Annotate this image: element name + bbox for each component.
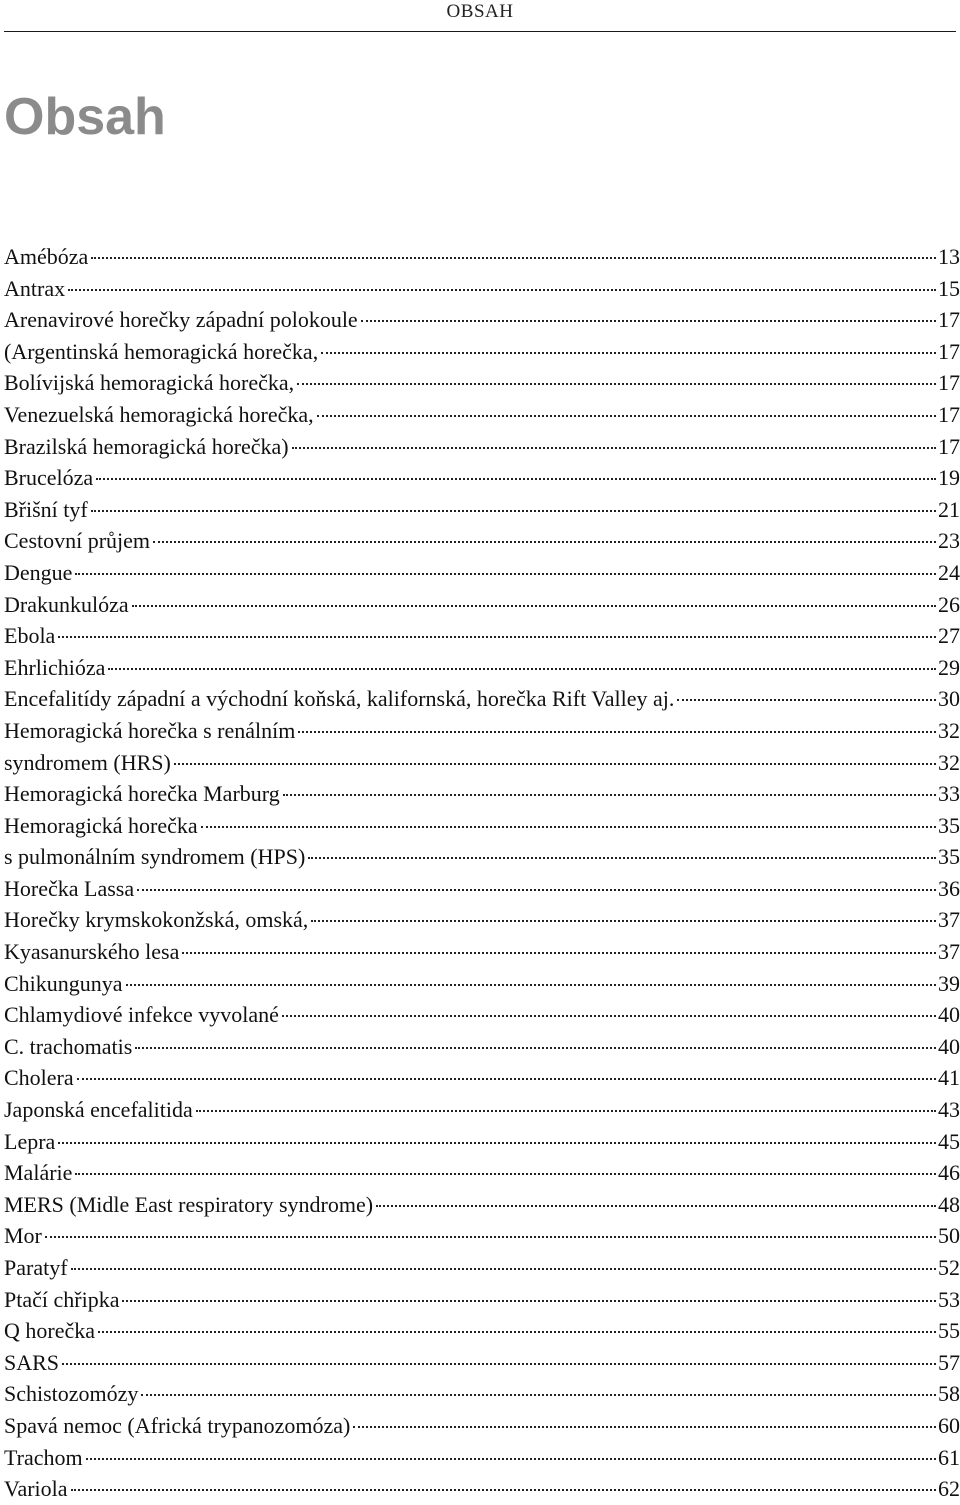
toc-entry-title: Ehrlichióza [4,654,106,680]
toc-entry-title: Brazilská hemoragická horečka) [4,433,289,459]
toc-entry[interactable] [4,462,960,494]
toc-entry[interactable] [4,778,960,810]
toc-entry-title: Cholera [4,1065,74,1091]
dot-leader [196,1110,936,1112]
toc-entry-title: Spavá nemoc (Africká trypanozomóza) [4,1412,351,1438]
toc-entry-title: Chikungunya [4,970,123,996]
toc-entry[interactable] [4,1378,960,1410]
dot-leader [71,1489,936,1491]
dot-leader [126,984,936,986]
dot-leader [282,1015,936,1017]
toc-entry-page-number: 24 [938,559,960,585]
toc-entry-title: Hemoragická horečka [4,812,198,838]
toc-entry-title: Kyasanurského lesa [4,939,180,965]
running-head: OBSAH [446,1,514,22]
toc-entry-title: Ebola [4,623,56,649]
dot-leader [75,1173,936,1175]
toc-entry-title: Venezuelská hemoragická horečka, [4,401,314,427]
toc-entry-title: Bolívijská hemoragická horečka, [4,370,295,396]
toc-entry[interactable] [4,241,960,273]
toc-entry-page-number: 15 [938,275,960,301]
dot-leader [311,920,936,922]
dot-leader [317,415,936,417]
dot-leader [122,1300,936,1302]
toc-entry-title: s pulmonálním syndromem (HPS) [4,844,306,870]
toc-entry[interactable] [4,1315,960,1347]
toc-entry-title: (Argentinská hemoragická horečka, [4,338,319,364]
dot-leader [353,1426,936,1428]
dot-leader [58,1142,936,1144]
toc-entry-page-number: 35 [938,812,960,838]
toc-entry-title: Paratyf [4,1255,68,1280]
toc-entry[interactable] [4,968,960,1000]
toc-entry-title: Ptačí chřipka [4,1286,120,1312]
toc-entry[interactable] [4,1473,960,1505]
toc-entry-title: C. trachomatis [4,1033,133,1059]
toc-entry[interactable] [4,399,960,431]
toc-entry[interactable] [4,431,960,463]
toc-entry-title: Dengue [4,559,73,585]
toc-entry-page-number: 32 [938,749,960,775]
toc-entry[interactable] [4,1062,960,1094]
toc-entry-page-number: 33 [938,781,960,807]
dot-leader [77,1078,936,1080]
toc-entry-page-number: 40 [938,1002,960,1028]
toc-entry-page-number: 62 [938,1476,960,1502]
dot-leader [283,794,936,796]
toc-entry-page-number: 58 [938,1381,960,1407]
toc-entry[interactable] [4,1220,960,1252]
toc-entry-title: Lepra [4,1128,56,1154]
toc-entry-page-number: 60 [938,1412,960,1438]
dot-leader [91,257,936,259]
toc-entry-title: MERS (Midle East respiratory syndrome) [4,1191,374,1217]
toc-entry-page-number: 41 [938,1065,960,1091]
dot-leader [75,573,936,575]
toc-entry-title: Arenavirové horečky západní polokoule [4,307,358,333]
toc-entry[interactable] [4,620,960,652]
toc-entry-title: Cestovní průjem [4,528,151,554]
toc-entry[interactable] [4,1189,960,1221]
toc-entry[interactable] [4,683,960,715]
toc-entry-title: Břišní tyf [4,496,88,522]
toc-entry[interactable] [4,1442,960,1474]
toc-entry-title: Q horečka [4,1318,96,1344]
toc-entry-page-number: 21 [938,496,960,522]
toc-entry[interactable] [4,810,960,842]
toc-entry-page-number: 17 [938,433,960,459]
toc-entry-page-number: 17 [938,307,960,333]
toc-entry-title: Chlamydiové infekce vyvolané [4,1002,279,1028]
toc-entry-title: Variola [4,1476,68,1502]
toc-entry-page-number: 48 [938,1191,960,1217]
toc-entry-page-number: 43 [938,1097,960,1123]
toc-entry[interactable] [4,367,960,399]
toc-entry[interactable] [4,1284,960,1316]
toc-entry-title: Trachom [4,1444,83,1470]
toc-entry-title: Malárie [4,1160,73,1186]
toc-entry-page-number: 17 [938,338,960,364]
toc-entry-page-number: 57 [938,1349,960,1375]
toc-entry-page-number: 17 [938,401,960,427]
dot-leader [153,541,936,543]
toc-entry[interactable] [4,1410,960,1442]
toc-entry-title: Horečka Lassa [4,875,135,901]
toc-entry[interactable] [4,525,960,557]
toc-entry[interactable] [4,936,960,968]
toc-entry-page-number: 23 [938,528,960,554]
toc-entry[interactable] [4,652,960,684]
dot-leader [58,636,936,638]
toc-entry-page-number: 52 [938,1255,960,1280]
toc-entry-page-number: 27 [938,623,960,649]
toc-entry-title: Drakunkulóza [4,591,129,617]
toc-entry-page-number: 26 [938,591,960,617]
toc-entry[interactable] [4,1252,960,1284]
toc-entry-title: Japonská encefalitida [4,1097,193,1123]
toc-entry-title: Hemoragická horečka Marburg [4,781,280,807]
dot-leader [361,320,936,322]
toc-entry[interactable] [4,873,960,905]
dot-leader [182,952,936,954]
toc-entry-title: Amébóza [4,244,89,269]
dot-leader [86,1458,936,1460]
toc-entry-page-number: 46 [938,1160,960,1186]
toc-entry-title: Brucelóza [4,465,94,491]
dot-leader [297,383,936,385]
toc-entry-page-number: 36 [938,875,960,901]
toc-entry-page-number: 37 [938,907,960,933]
toc-entry-title: syndromem (HRS) [4,749,171,775]
dot-leader [98,1331,936,1333]
toc-entry[interactable] [4,304,960,336]
dot-leader [137,889,936,891]
toc-entry-page-number: 53 [938,1286,960,1312]
toc-entry-page-number: 45 [938,1128,960,1154]
toc-entry[interactable] [4,336,960,368]
toc-entry-title: SARS [4,1349,60,1375]
toc-entry[interactable] [4,1126,960,1158]
dot-leader [376,1205,936,1207]
toc-entry-page-number: 50 [938,1223,960,1249]
toc-entry-page-number: 37 [938,939,960,965]
dot-leader [308,857,936,859]
toc-entry[interactable] [4,715,960,747]
dot-leader [141,1394,936,1396]
page-title: Obsah [4,88,166,146]
dot-leader [132,605,936,607]
dot-leader [201,826,936,828]
header-rule [4,31,956,32]
toc-entry-page-number: 55 [938,1318,960,1344]
dot-leader [45,1236,936,1238]
toc-entry[interactable] [4,589,960,621]
toc-entry[interactable] [4,747,960,779]
toc-entry-title: Antrax [4,275,66,301]
toc-entry[interactable] [4,1347,960,1379]
toc-entry-page-number: 17 [938,370,960,396]
dot-leader [298,731,936,733]
toc-entry[interactable] [4,273,960,305]
table-of-contents [4,241,960,1505]
toc-entry-title: Mor [4,1223,42,1249]
dot-leader [68,289,936,291]
toc-entry-page-number: 40 [938,1033,960,1059]
toc-entry-title: Encefalitídy západní a východní koňská, kalifornská, horečka Rift Valley aj. [4,686,675,712]
toc-entry-title: Horečky krymskokonžská, omská, [4,907,309,933]
toc-entry[interactable] [4,1157,960,1189]
toc-entry[interactable] [4,1031,960,1063]
toc-entry-page-number: 61 [938,1444,960,1470]
toc-entry-page-number: 35 [938,844,960,870]
dot-leader [71,1268,936,1270]
toc-entry-page-number: 39 [938,970,960,996]
toc-entry[interactable] [4,1094,960,1126]
toc-entry-page-number: 32 [938,717,960,743]
toc-entry-page-number: 29 [938,654,960,680]
dot-leader [62,1363,936,1365]
toc-entry[interactable] [4,841,960,873]
dot-leader [321,352,936,354]
dot-leader [96,478,936,480]
toc-entry[interactable] [4,904,960,936]
dot-leader [108,668,936,670]
toc-entry[interactable] [4,557,960,589]
toc-entry[interactable] [4,494,960,526]
dot-leader [91,510,936,512]
toc-entry-page-number: 19 [938,465,960,491]
dot-leader [135,1047,936,1049]
dot-leader [292,447,936,449]
dot-leader [677,699,936,701]
dot-leader [174,763,936,765]
toc-entry-title: Hemoragická horečka s renálním [4,717,296,743]
toc-entry[interactable] [4,999,960,1031]
toc-entry-title: Schistozomózy [4,1381,139,1407]
toc-entry-page-number: 13 [938,244,960,269]
toc-entry-page-number: 30 [938,686,960,712]
